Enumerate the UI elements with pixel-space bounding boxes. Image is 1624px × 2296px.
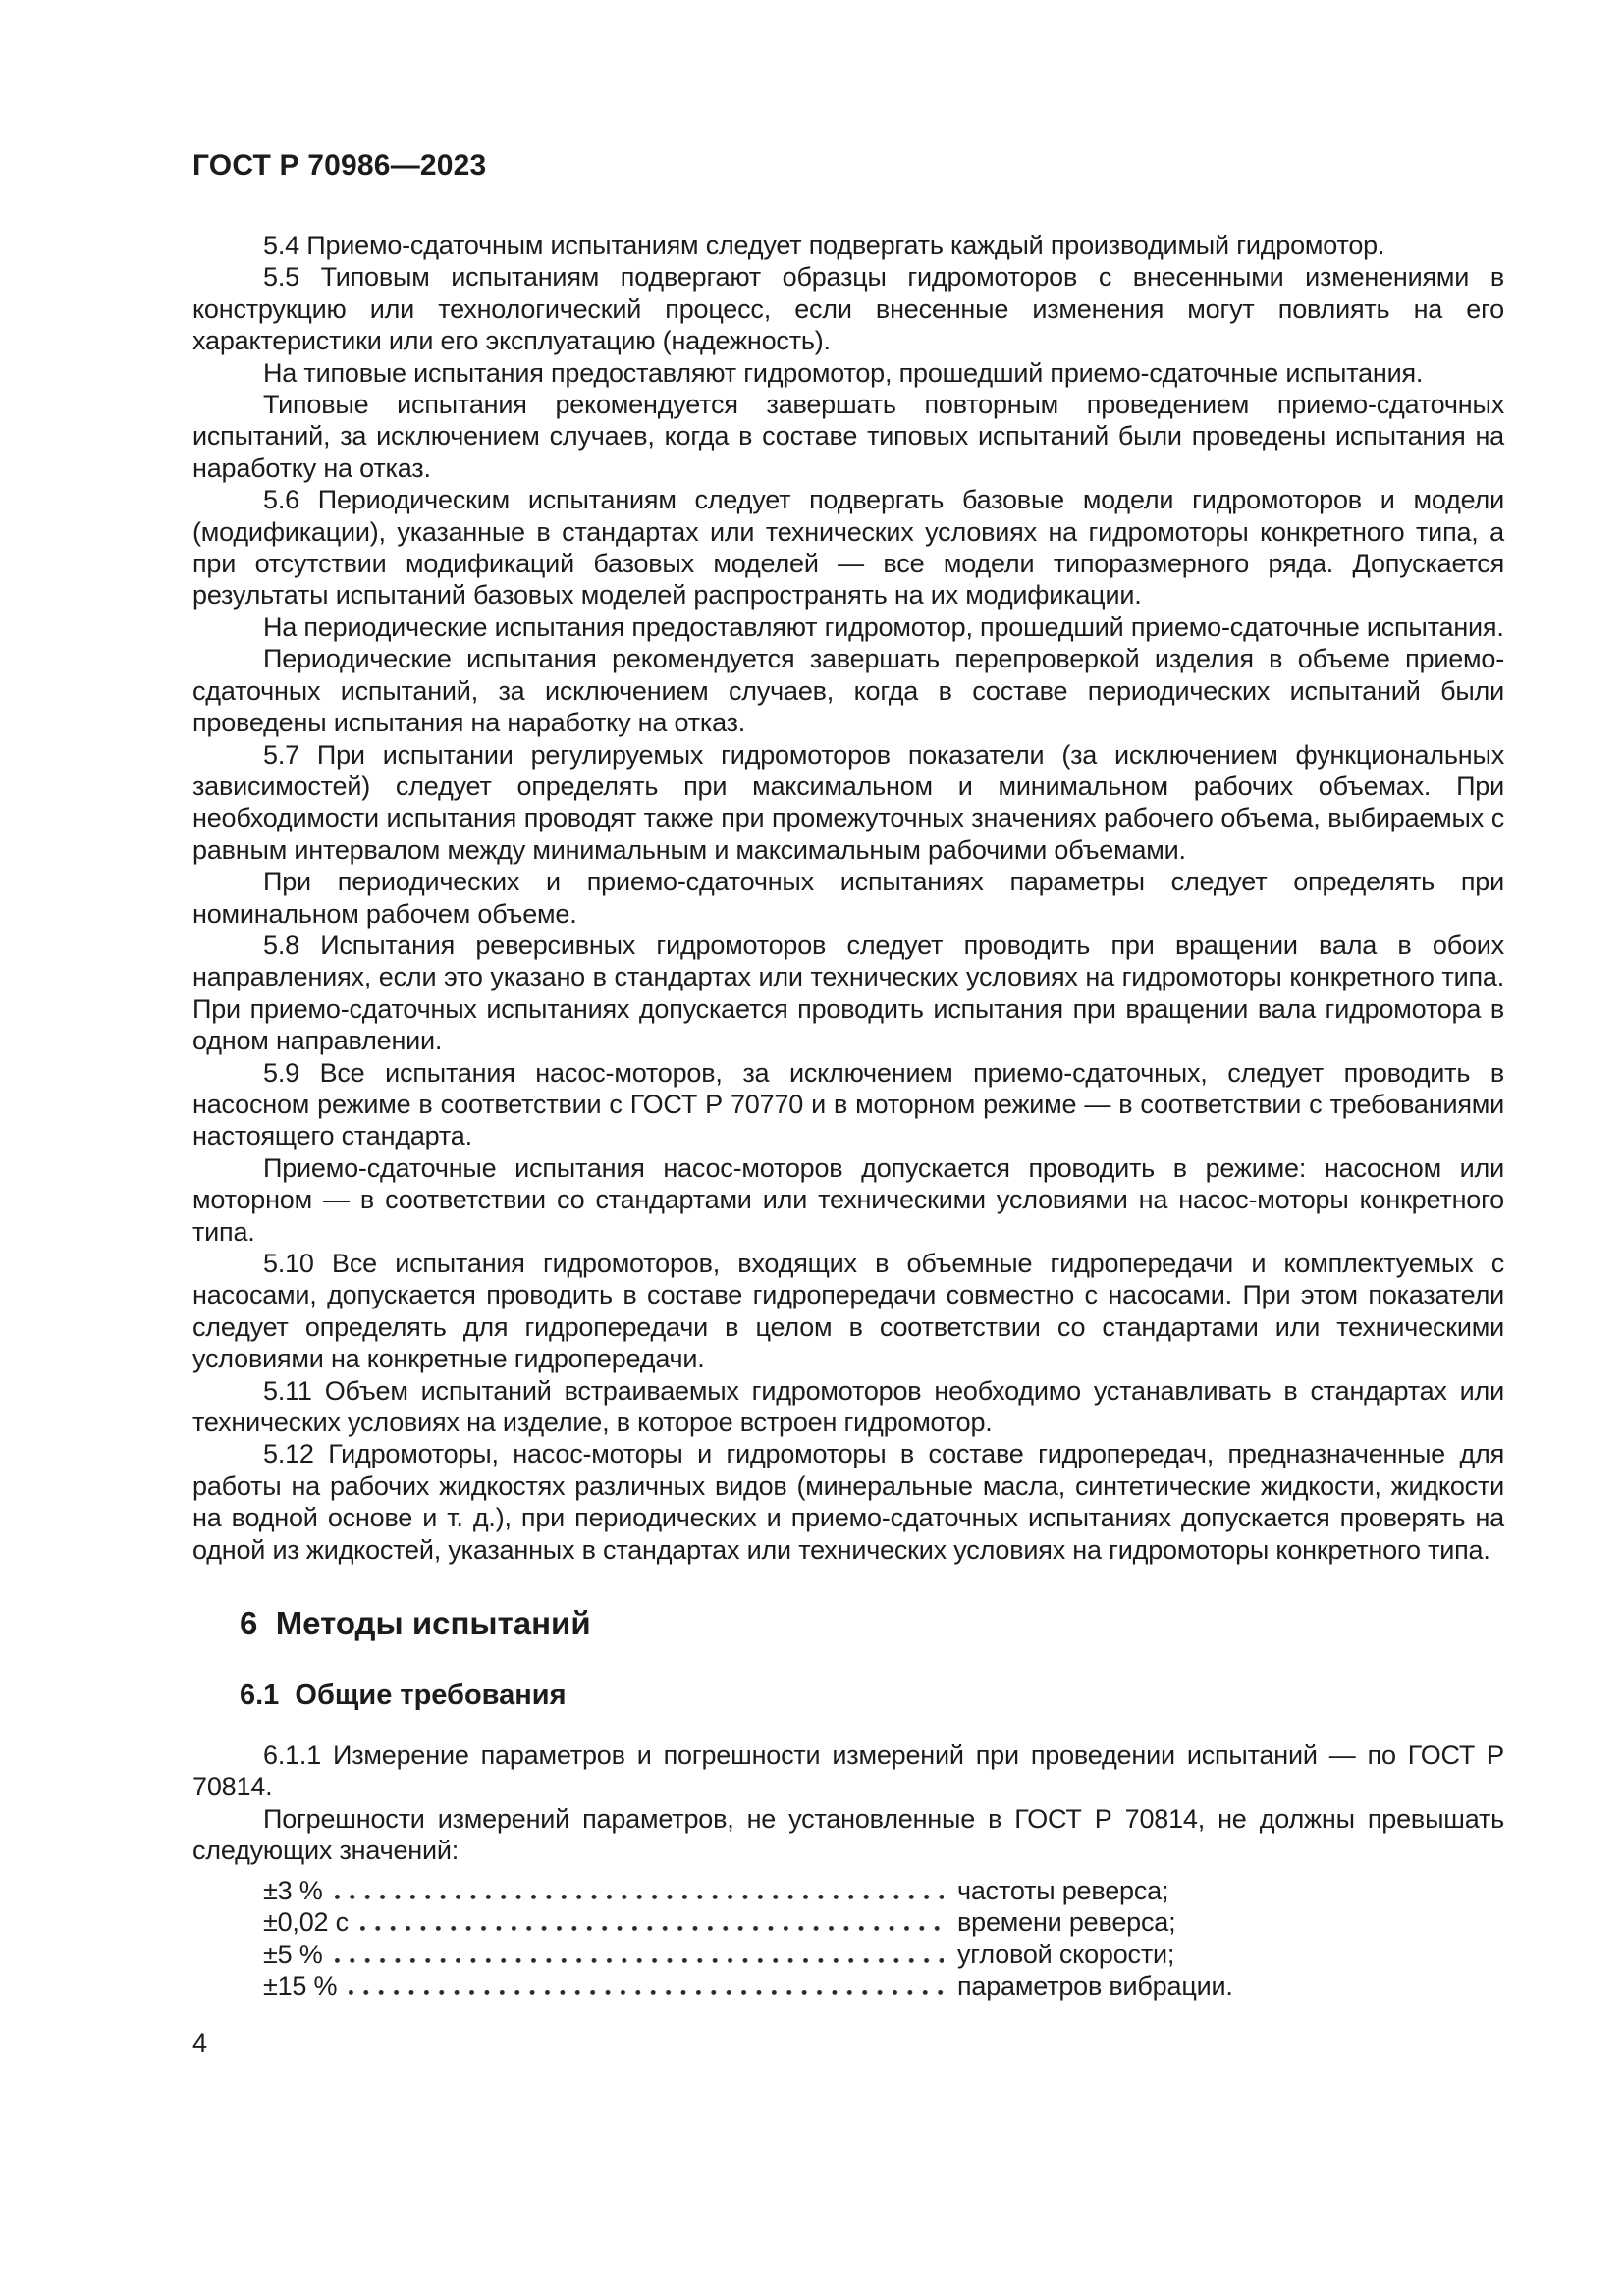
tolerance-left-group [263, 1906, 957, 1938]
section-6-heading: 6 Методы испытаний [240, 1605, 591, 1642]
tolerance-value: ±0,02 с [263, 1907, 349, 1938]
page-number: 4 [192, 2028, 208, 2058]
paragraph-5-5-cont-2: Типовые испытания рекомендуется завершать повторным проведением приемо-сдаточных испытаний, за исключением случаев, когда в составе типовых испытаний были проведены испытания на наработку на отказ. [192, 390, 1504, 483]
tolerance-label: угловой скорости; [957, 1939, 1175, 1969]
dot-leader [335, 1958, 944, 1963]
paragraph-5-5: 5.5 Типовым испытаниям подвергают образцы гидромоторов с внесенными изменениями в конструкцию или технологический процесс, если внесенные изменения могут повлиять на его характеристики или его эксплуатацию (надежность). [192, 262, 1504, 356]
paragraph-6-1-1: 6.1.1 Измерение параметров и погрешности измерений при проведении испытаний — по ГОСТ Р 70814. [192, 1740, 1504, 1802]
section-6-1-subheading: 6.1 Общие требования [240, 1680, 567, 1712]
tolerance-row-reverse-time [192, 1906, 1504, 1938]
tolerance-left-group [263, 1970, 957, 2002]
paragraph-6-1-1-cont: Погрешности измерений параметров, не установленные в ГОСТ Р 70814, не должны превышать следующих значений: [192, 1803, 1504, 1866]
paragraph-5-9: 5.9 Все испытания насос-моторов, за исключением приемо-сдаточных, следует проводить в насосном режиме в соответствии с ГОСТ Р 70770 и в моторном режиме — в соответствии с требованиями настоящего стандарта. [192, 1057, 1504, 1151]
paragraph-5-9-cont-1: Приемо-сдаточные испытания насос-моторов допускается проводить в режиме: насосном или моторном — в соответствии со стандартами или техническими условиями на насос-моторы конкретного типа. [192, 1152, 1504, 1247]
section-5-body [192, 230, 1504, 1566]
tolerance-label: частоты реверса; [957, 1875, 1169, 1905]
paragraph-5-4: 5.4 Приемо-сдаточным испытаниям следует подвергать каждый производимый гидромотор. [263, 231, 1385, 260]
dot-leader [335, 1895, 944, 1899]
paragraph-5-11: 5.11 Объем испытаний встраиваемых гидромоторов необходимо устанавливать в стандартах или технических условиях на изделие, в которое встроен гидромотор. [192, 1375, 1504, 1438]
tolerance-value: ±5 % [263, 1939, 323, 1969]
tolerance-list [192, 1875, 1504, 2002]
dot-leader [360, 1926, 944, 1931]
tolerance-label: времени реверса; [957, 1907, 1176, 1938]
tolerance-label: параметров вибрации. [957, 1970, 1233, 2001]
paragraph-5-5-cont-1: На типовые испытания предоставляют гидромотор, прошедший приемо-сдаточные испытания. [263, 357, 1424, 388]
dot-leader [349, 1990, 944, 1995]
paragraph-5-6-cont-1: На периодические испытания предоставляют гидромотор, прошедший приемо-сдаточные испытания. [263, 612, 1504, 642]
tolerance-row-vibration [192, 1970, 1504, 2002]
paragraph-5-8: 5.8 Испытания реверсивных гидромоторов следует проводить при вращении вала в обоих направлениях, если это указано в стандартах или технических условиях на гидромоторы конкретного типа. При приемо-сдаточных испытаниях допускается проводить испытания при вращении вала гидромотора в одном направлении. [192, 930, 1504, 1056]
paragraph-5-12: 5.12 Гидромоторы, насос-моторы и гидромоторы в составе гидропередач, предназначенные для работы на рабочих жидкостях различных видов (минеральные масла, синтетические жидкости, жидкости на водной основе и т. д.), при периодических и приемо-сдаточных испытаниях допускается проверять на одной из жидкостей, указанных в стандартах или технических условиях на гидромоторы конкретного типа. [192, 1439, 1504, 1565]
paragraph-5-10: 5.10 Все испытания гидромоторов, входящих в объемные гидропередачи и комплектуемых с насосами, допускается проводить в составе гидропередачи совместно с насосами. При этом показатели следует определять для гидропередачи в целом в соответствии со стандартами или техническими условиями на конкретные гидропередачи. [192, 1249, 1504, 1374]
tolerance-value: ±3 % [263, 1875, 323, 1905]
tolerance-row-reverse-frequency [192, 1875, 1504, 1906]
paragraph-5-7-cont-1: При периодических и приемо-сдаточных испытаниях параметры следует определять при номинальном рабочем объеме. [192, 867, 1504, 929]
tolerance-left-group [263, 1939, 957, 1970]
tolerance-left-group [263, 1875, 957, 1906]
tolerance-row-angular-speed [192, 1939, 1504, 1970]
section-6-body [192, 1739, 1504, 1867]
doc-code-header: ГОСТ Р 70986—2023 [192, 149, 487, 182]
paragraph-5-6: 5.6 Периодическим испытаниям следует подвергать базовые модели гидромоторов и модели (модификации), указанные в стандартах или технических условиях на гидромоторы конкретного типа, а при отсутствии модификаций базовых моделей — все модели типоразмерного ряда. Допускается результаты испытаний базовых моделей распространять на их модификации. [192, 485, 1504, 611]
paragraph-5-6-cont-2: Периодические испытания рекомендуется завершать перепроверкой изделия в объеме приемо-сдаточных испытаний, за исключением случаев, когда в составе периодических испытаний были проведены испытания на наработку на отказ. [192, 644, 1504, 738]
paragraph-5-7: 5.7 При испытании регулируемых гидромоторов показатели (за исключением функциональных зависимостей) следует определять при максимальном и минимальном рабочих объемах. При необходимости испытания проводят также при промежуточных значениях рабочего объема, выбираемых с равным интервалом между минимальным и максимальным рабочими объемами. [192, 739, 1504, 865]
tolerance-value: ±15 % [263, 1970, 338, 2001]
